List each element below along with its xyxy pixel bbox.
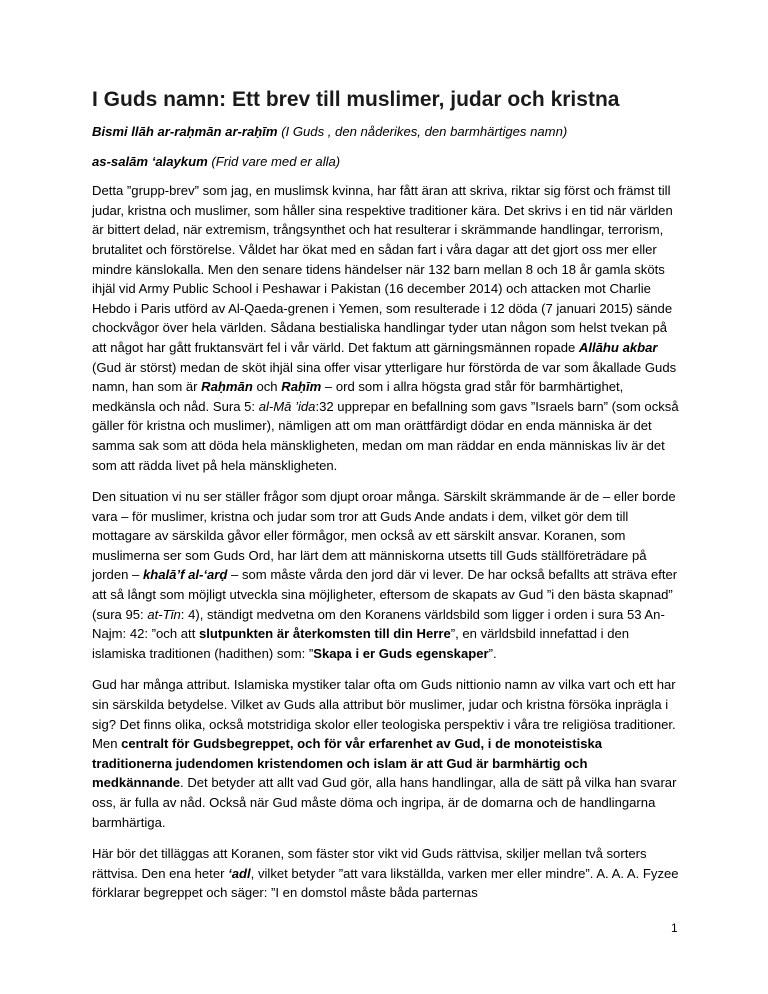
- p1-allahu-akbar: Allāhu akbar: [578, 339, 658, 355]
- p4-text-1: Här bör det tilläggas att Koranen, som fäster stor vikt vid Guds rättvisa, skiljer mellan två sorters rättvisa. Den ena heter: [92, 846, 647, 881]
- document-title: I Guds namn: Ett brev till muslimer, judar och kristna: [92, 88, 620, 111]
- p3-bold: centralt för Gudsbegreppet, och för vår erfarenhet av Gud, i de monoteistiska traditionerna judendomen kristendomen och islam är att Gud är barmhärtig och medkännande: [92, 736, 603, 791]
- p2-khalif: khalā’f al-‘arḍ: [142, 567, 228, 583]
- p4-adl: ‘adl: [228, 865, 251, 881]
- p2-text-4: ”, en världsbild innefattad i den islamiska traditionen (hadithen) som: ”: [92, 626, 630, 661]
- p2-text-3: : 4), ständigt medvetna om den Koranens världsbild som ligger i orden i sura 53 An-Najm: 42: ”och att: [92, 606, 665, 642]
- p1-text-4: – ord som i allra högsta grad står för barmhärtighet, medkänsla och nåd. Sura 5:: [92, 379, 624, 414]
- bismillah-translation: (I Guds , den nåderikes, den barmhärtiges namn): [277, 124, 568, 139]
- p3-text-1: Gud har många attribut. Islamiska mystiker talar ofta om Guds nittionio namn av vilka vart och ett har sin särskilda betydelse. Vilket av Guds alla attribut bör muslimer, judar och kristna försöka inprägla i sig? Det finns olika, också motstridiga skolor eller teologiska perspektiv i våra tre religiösa traditioner. Men: [92, 677, 676, 752]
- p2-skapa: Skapa i er Guds egenskaper: [313, 645, 489, 661]
- p1-text-5: :32 upprepar en befallning som gavs ”Israels barn” (som också gäller för kristna och muslimer), nämligen att om man orättfärdigt dödar en enda människa är det samma sak som att döda hela mänskligheten, medan om man räddar en enda människas liv är det som att rädda livet på hela mänskligheten.: [92, 398, 679, 473]
- p1-sura5: al-Mā ’ida: [258, 398, 316, 414]
- p3-text-2: . Det betyder att allt vad Gud gör, alla hans handlingar, alla de sätt på vilka han svarar oss, är fulla av nåd. Också när Gud måste döma och ingripa, är de domarna och de handlingarna barmhärtiga.: [92, 775, 677, 830]
- salam-arabic: as-salām ‘alaykum: [92, 153, 208, 169]
- document-page: [92, 86, 680, 915]
- paragraph-1: [92, 181, 680, 475]
- p1-rahim: Raḥīm: [281, 379, 322, 395]
- p1-text-3: och: [252, 379, 282, 395]
- bismillah-arabic: Bismi llāh ar-raḥmān ar-raḥīm: [92, 124, 278, 139]
- p2-text-5: ”.: [488, 645, 497, 661]
- p4-text-2: , vilket betyder ”att vara likställda, varken mer eller mindre”. A. A. A. Fyzee förklarar begreppet och säger: ”I en domstol måste båda parternas: [92, 865, 679, 901]
- p2-slutpunkten: slutpunkten är återkomsten till din Herre: [198, 626, 451, 642]
- p2-text-2: – som måste vårda den jord där vi lever. De har också befallts att sträva efter att så långt som möjligt utveckla sina möjligheter, eftersom de skapats av Gud ”i den bästa skapnad” (sura 95:: [92, 567, 678, 622]
- paragraph-4: [92, 844, 680, 903]
- p1-text-2: (Gud är störst) medan de sköt ihjäl sina offer visar ytterligare hur förstörda de var som åkallade Guds namn, han som är: [92, 359, 677, 395]
- salam-line: [92, 152, 680, 172]
- salam-translation: (Frid vare med er alla): [207, 153, 341, 169]
- p1-text-1: Detta ”grupp-brev” som jag, en muslimsk kvinna, har fått äran att skriva, riktar sig först och främst till judar, kristna och muslimer, som håller sina respektive traditioner kära. Det skrivs i en tid när världen är bittert delad, när extremism, trångsynthet och hat resulterar i skrämmande handlingar, terrorism, brutalitet och förstörelse. Våldet har ökat med en sådan fart i våra dagar att det gjort oss mer eller mindre känslokalla. Men den senare tidens händelser när 132 barn mellan 8 och 18 år gamla sköts ihjäl vid Army Public School i Peshawar i Pakistan (16 december 2014) och attacken mot Charlie Hebdo i Paris utförd av Al-Qaeda-grenen i Yemen, som resulterade i 12 döda (7 januari 2015) sände chockvågor över hela världen. Sådana bestialiska handlingar tyder utan någon som helst tvekan på att något har gått fruktansvärt fel i vår värld. Det faktum att gärningsmännen ropade: [92, 183, 673, 355]
- page-number: 1: [671, 921, 678, 935]
- bismillah-line: [92, 122, 680, 142]
- paragraph-2: [92, 487, 680, 663]
- p1-rahman: Raḥmān: [201, 379, 253, 395]
- p2-at-tin: at-Tīn: [147, 606, 181, 622]
- paragraph-3: [92, 675, 680, 832]
- p2-text-1: Den situation vi nu ser ställer frågor som djupt oroar många. Särskilt skrämmande är de – eller borde vara – för muslimer, kristna och judar som tror att Guds Ande andats i dem, vilket gör dem till mottagare av särskilda gåvor eller förmågor, men också av ett särskilt ansvar. Koranen, som muslimerna ser som Guds Ord, har lärt dem att människorna utsetts till Guds ställföreträdare på jorden –: [92, 489, 676, 583]
